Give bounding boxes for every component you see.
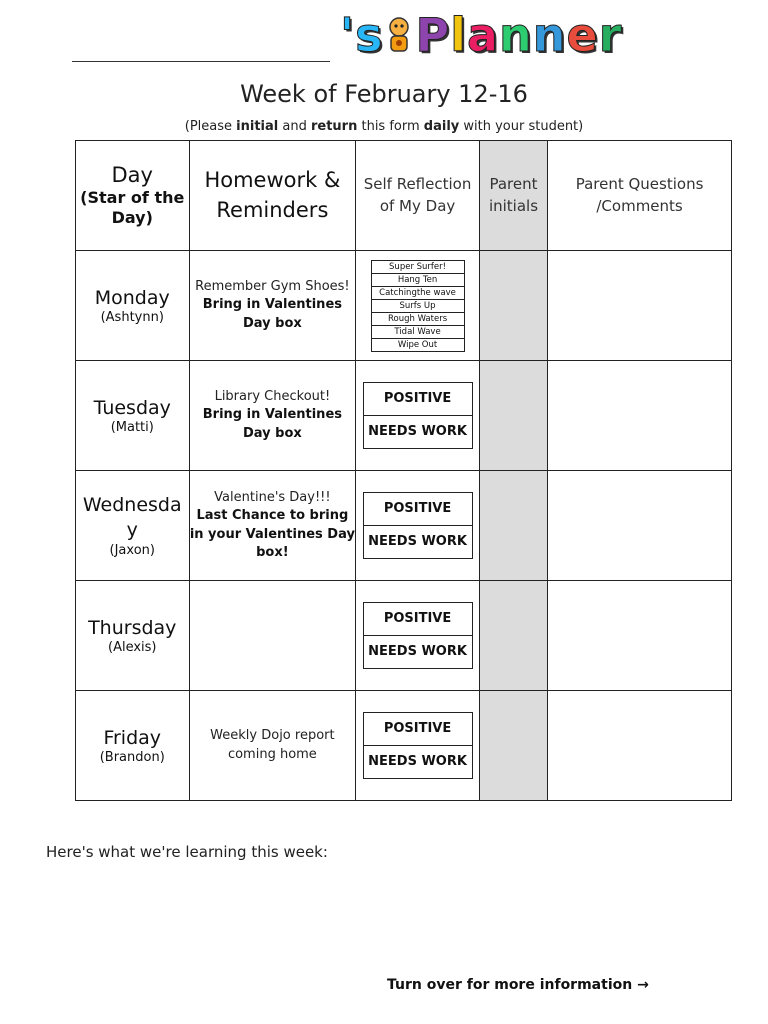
header-day-sub: (Star of the Day)	[80, 188, 185, 228]
table-row	[76, 471, 732, 581]
instructions-emphasis: initial	[236, 119, 279, 134]
star-of-day: (Brandon)	[99, 750, 165, 766]
self-reflection-cell	[356, 471, 480, 581]
positive-needs-work-box	[363, 382, 473, 449]
self-reflection-cell	[356, 691, 480, 801]
turn-over-note: Turn over for more information →	[387, 977, 649, 993]
positive-option[interactable]: POSITIVE	[364, 383, 472, 416]
day-name: Friday	[103, 726, 162, 749]
instructions-text: and	[278, 119, 311, 134]
table-row	[76, 251, 732, 361]
day-name: Wednesday	[82, 494, 182, 541]
homework-note: Weekly Dojo report coming home	[210, 728, 335, 762]
rating-option[interactable]: Hang Ten	[371, 273, 464, 286]
day-cell	[76, 581, 190, 691]
parent-initials-field[interactable]	[479, 471, 547, 581]
day-cell	[76, 471, 190, 581]
instructions-text: this form	[357, 119, 424, 134]
rating-option[interactable]: Catchingthe wave	[371, 286, 464, 299]
header-self-reflection	[356, 141, 480, 251]
positive-option[interactable]: POSITIVE	[364, 603, 472, 636]
title-letter: P	[415, 8, 451, 62]
title-apostrophe: 's	[340, 8, 384, 62]
mascot-icon	[385, 15, 413, 55]
instructions-text: (Please	[184, 119, 237, 134]
title-letter: r	[598, 8, 623, 62]
parent-comments-field[interactable]	[548, 471, 732, 581]
day-cell	[76, 251, 190, 361]
planner-table	[75, 140, 732, 801]
parent-initials-field[interactable]	[479, 251, 547, 361]
homework-cell	[189, 361, 356, 471]
table-header-row	[76, 141, 732, 251]
star-of-day: (Alexis)	[108, 640, 157, 656]
homework-note: Valentine's Day!!!	[214, 490, 331, 506]
header-homework	[189, 141, 356, 251]
title-letter: a	[466, 8, 500, 62]
rating-option[interactable]: Super Surfer!	[371, 260, 464, 273]
header-parent-comments-label: Parent Questions /Comments	[575, 174, 704, 215]
homework-cell	[189, 471, 356, 581]
star-of-day: (Jaxon)	[109, 542, 155, 558]
header-day	[76, 141, 190, 251]
instructions-text: with your student)	[459, 119, 584, 134]
rating-option[interactable]: Wipe Out	[371, 338, 464, 351]
star-of-day: (Matti)	[110, 420, 154, 436]
parent-comments-field[interactable]	[548, 251, 732, 361]
parent-comments-field[interactable]	[548, 691, 732, 801]
homework-note: Remember Gym Shoes!	[195, 279, 350, 295]
title-word-planner	[415, 8, 623, 62]
header-parent-comments	[548, 141, 732, 251]
self-reflection-cell	[356, 361, 480, 471]
day-name: Tuesday	[93, 396, 171, 419]
title-letter: l	[450, 8, 467, 62]
needs-work-option[interactable]: NEEDS WORK	[368, 754, 467, 769]
homework-note: Library Checkout!	[214, 389, 331, 405]
homework-reminder: Bring in Valentines Day box	[202, 297, 342, 331]
header-self-reflection-label: Self Reflection of My Day	[363, 174, 472, 215]
positive-needs-work-box	[363, 712, 473, 779]
learning-label: Here's what we're learning this week:	[46, 843, 328, 861]
title-letter: n	[532, 8, 567, 62]
table-row	[76, 361, 732, 471]
self-reflection-cell	[356, 581, 480, 691]
instructions-emphasis: daily	[423, 119, 460, 134]
rating-option[interactable]: Surfs Up	[371, 299, 464, 312]
homework-reminder: Last Chance to bring in your Valentines Day box!	[189, 508, 355, 560]
planner-title	[340, 8, 623, 62]
positive-needs-work-box	[363, 602, 473, 669]
title-letter: n	[499, 8, 533, 62]
needs-work-option[interactable]: NEEDS WORK	[368, 534, 467, 549]
homework-cell	[189, 581, 356, 691]
self-reflection-cell	[356, 251, 480, 361]
title-letter: e	[566, 8, 599, 62]
parent-comments-field[interactable]	[548, 361, 732, 471]
positive-needs-work-box	[363, 492, 473, 559]
name-blank-line	[72, 61, 330, 62]
parent-comments-field[interactable]	[548, 581, 732, 691]
instructions	[0, 119, 768, 134]
day-cell	[76, 691, 190, 801]
parent-initials-field[interactable]	[479, 361, 547, 471]
homework-cell	[189, 251, 356, 361]
rating-option[interactable]: Tidal Wave	[371, 325, 464, 338]
table-row	[76, 581, 732, 691]
header-day-label: Day	[111, 162, 153, 187]
header-parent-initials	[479, 141, 547, 251]
positive-option[interactable]: POSITIVE	[364, 493, 472, 526]
homework-cell	[189, 691, 356, 801]
needs-work-option[interactable]: NEEDS WORK	[368, 644, 467, 659]
day-name: Monday	[94, 286, 170, 309]
day-cell	[76, 361, 190, 471]
header-homework-label: Homework & Reminders	[204, 168, 341, 222]
rating-scale	[371, 260, 465, 352]
needs-work-option[interactable]: NEEDS WORK	[368, 424, 467, 439]
positive-option[interactable]: POSITIVE	[364, 713, 472, 746]
star-of-day: (Ashtynn)	[100, 310, 164, 326]
parent-initials-field[interactable]	[479, 691, 547, 801]
header-parent-initials-label: Parent initials	[488, 174, 539, 215]
instructions-emphasis: return	[310, 119, 358, 134]
rating-option[interactable]: Rough Waters	[371, 312, 464, 325]
table-row	[76, 691, 732, 801]
parent-initials-field[interactable]	[479, 581, 547, 691]
homework-reminder: Bring in Valentines Day box	[202, 407, 342, 441]
day-name: Thursday	[88, 616, 177, 639]
week-title: Week of February 12-16	[240, 80, 528, 108]
